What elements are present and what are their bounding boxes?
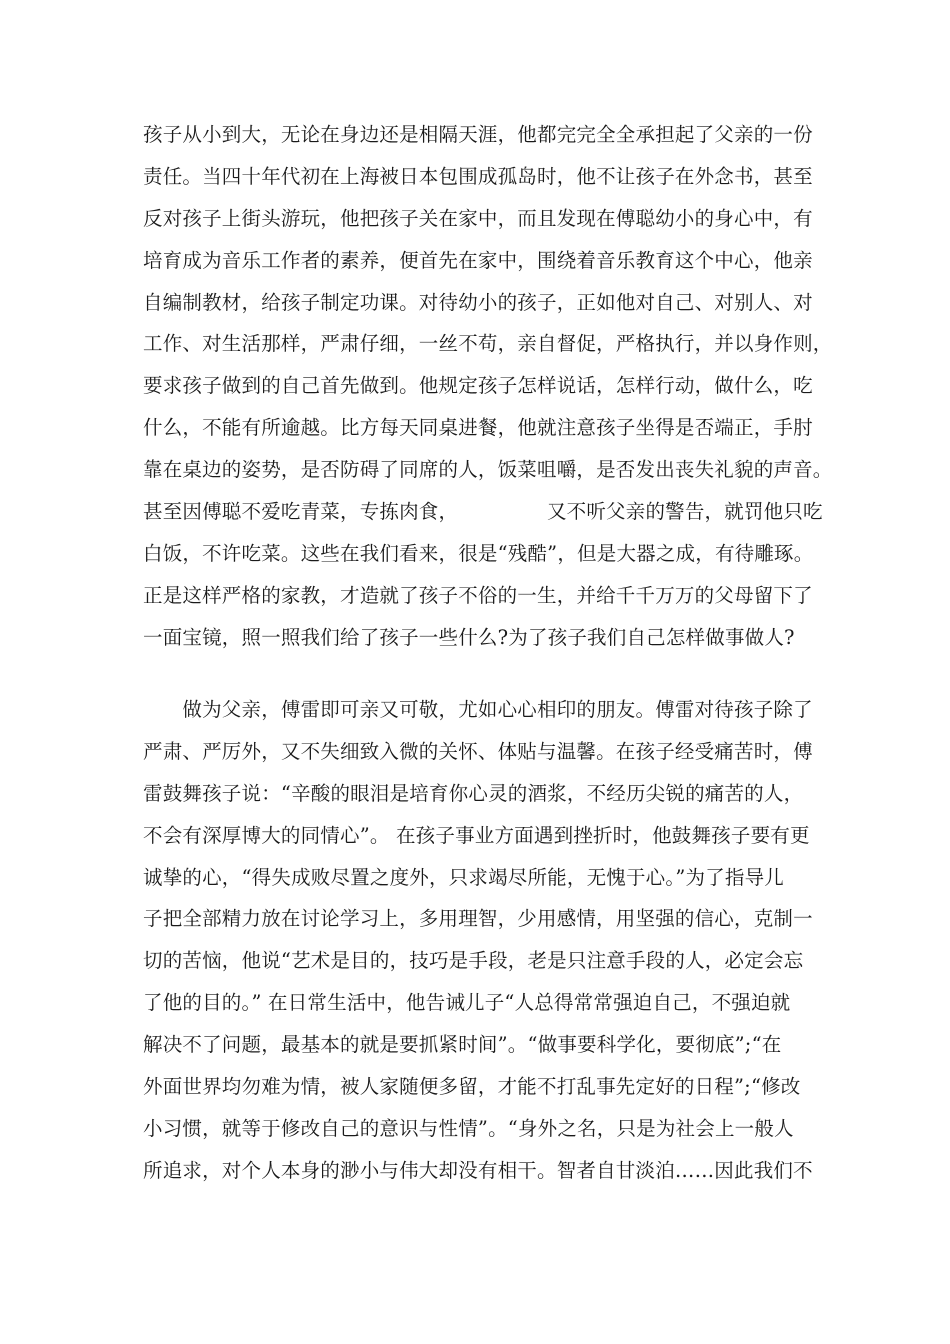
text-line: 外面世界均勿难为情，被人家随便多留，才能不打乱事先定好的日程”;“修改 (143, 1075, 801, 1099)
text-line: 雷鼓舞孩子说：“辛酸的眼泪是培育你心灵的酒浆，不经历尖锐的痛苦的人， (143, 781, 804, 805)
paragraph-2 (143, 689, 823, 1192)
text-line: 所追求，对个人本身的渺小与伟大却没有相干。智者自甘淡泊……因此我们不 (143, 1158, 813, 1182)
text-line: 一面宝镜，照一照我们给了孩子一些什么?为了孩子我们自己怎样做事做人? (143, 625, 795, 649)
text-line: 什么，不能有所逾越。比方每天同桌进餐，他就注意孩子坐得是否端正，手肘 (143, 416, 813, 440)
text-line: 不会有深厚博大的同情心”。 在孩子事业方面遇到挫折时，他鼓舞孩子要有更 (143, 823, 810, 847)
text-line: 孩子从小到大，无论在身边还是相隔天涯，他都完完全全承担起了父亲的一份 (143, 123, 813, 146)
text-line: 做为父亲，傅雷即可亲又可敬，尤如心心相印的朋友。傅雷对待孩子除了 (143, 698, 813, 721)
text-line: 甚至因傅聪不爱吃青菜，专拣肉食， 又不听父亲的警告，就罚他只吃 (143, 500, 823, 524)
text-line: 责任。当四十年代初在上海被日本包围成孤岛时，他不让孩子在外念书，甚至 (143, 164, 813, 188)
text-line: 靠在桌边的姿势，是否防碍了同席的人，饭菜咀嚼，是否发出丧失礼貌的声音。 (143, 458, 833, 482)
text-line: 了他的目的。” 在日常生活中，他告诫儿子“人总得常常强迫自己，不强迫就 (143, 991, 791, 1015)
text-line: 子把全部精力放在讨论学习上，多用理智，少用感情，用坚强的信心，克制一 (143, 907, 813, 931)
text-line: 工作、对生活那样，严肃仔细，一丝不苟，亲自督促，严格执行，并以身作则， (143, 332, 833, 356)
text-line: 培育成为音乐工作者的素养，便首先在家中，围绕着音乐教育这个中心，他亲 (143, 248, 813, 272)
text-line: 解决不了问题，最基本的就是要抓紧时间”。“做事要科学化，要彻底”;“在 (143, 1033, 782, 1057)
text-line: 正是这样严格的家教，才造就了孩子不俗的一生，并给千千万万的父母留下了 (143, 583, 813, 607)
text-line: 诚挚的心，“得失成败尽置之度外，只求竭尽所能，无愧于心。”为了指导儿 (143, 865, 784, 889)
paragraph-1 (143, 114, 833, 659)
text-line: 白饭，不许吃菜。这些在我们看来，很是“残酷”，但是大器之成，有待雕琢。 (143, 541, 814, 565)
text-line: 小习惯，就等于修改自己的意识与性情”。“身外之名，只是为社会上一般人 (143, 1116, 794, 1140)
text-line: 反对孩子上街头游玩，他把孩子关在家中，而且发现在傅聪幼小的身心中，有 (143, 206, 813, 230)
text-line: 要求孩子做到的自己首先做到。他规定孩子怎样说话，怎样行动，做什么，吃 (143, 374, 813, 398)
text-line: 自编制教材，给孩子制定功课。对待幼小的孩子，正如他对自己、对别人、对 (143, 290, 813, 314)
text-line: 切的苦恼，他说“艺术是目的，技巧是手段，老是只注意手段的人，必定会忘 (143, 949, 804, 973)
text-line: 严肃、严厉外，又不失细致入微的关怀、体贴与温馨。在孩子经受痛苦时，傅 (143, 739, 813, 763)
